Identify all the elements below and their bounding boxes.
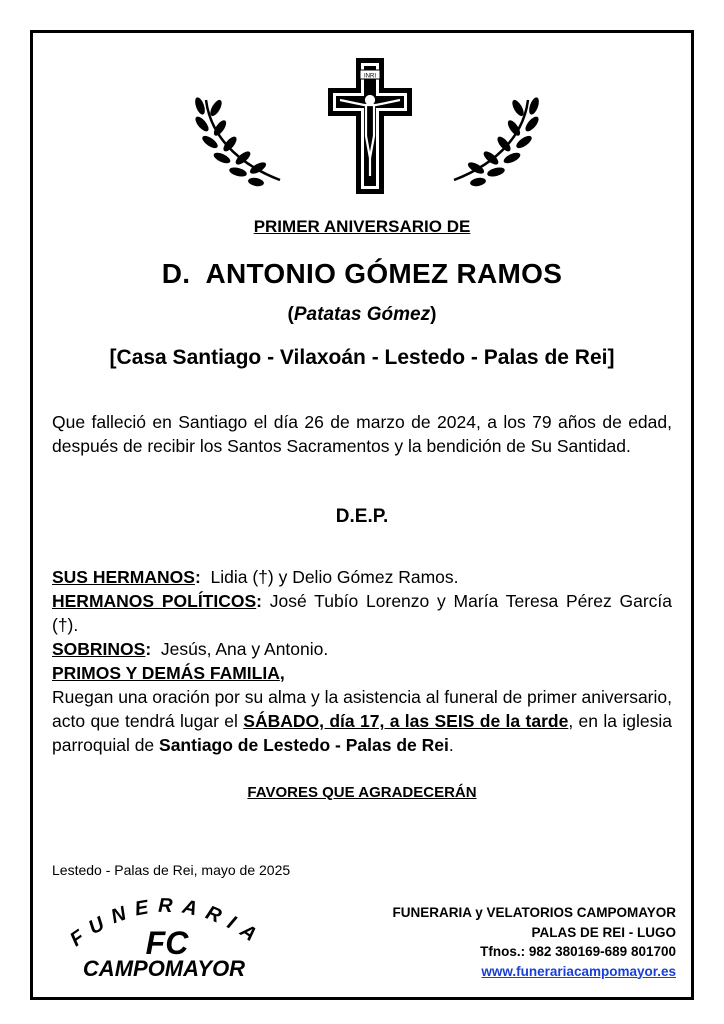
- dep-text: D.E.P.: [335, 506, 389, 527]
- left-laurel-icon: [188, 92, 288, 192]
- location-line: [Casa Santiago - Vilaxoán - Lestedo - Palas de Rei]: [109, 346, 615, 369]
- contact-city: PALAS DE REI - LUGO: [531, 924, 676, 940]
- contact-phones: Tfnos.: 982 380169-689 801700: [480, 944, 676, 959]
- sobrinos-line: SOBRINOS: Jesús, Ana y Antonio.: [52, 639, 329, 659]
- politicos-text: José Tubío Lorenzo y María Teresa Pérez García (†).: [52, 591, 673, 635]
- contact-block: [392, 903, 676, 981]
- right-laurel-icon: [446, 92, 546, 192]
- sobrinos-text: Jesús, Ana y Antonio.: [151, 639, 329, 659]
- nickname: [0, 304, 724, 326]
- logo-monogram: FC: [145, 925, 189, 961]
- request-highlight: SÁBADO, día 17, a las SEIS de la tarde: [243, 711, 569, 731]
- request-part1: Ruegan una oración por su alma y la asistencia al funeral de primer aniversario, acto que tendrá lugar el: [52, 687, 672, 731]
- contact-company: FUNERARIA y VELATORIOS CAMPOMAYOR: [392, 905, 676, 920]
- primos-line: [52, 661, 672, 685]
- nickname-open: (: [287, 304, 294, 325]
- crucifix-icon: [328, 58, 412, 194]
- closing-text: FAVORES QUE AGRADECERÁN: [247, 784, 477, 801]
- primos-label: PRIMOS Y DEMÁS FAMILIA: [52, 663, 280, 683]
- announcement-paragraph: Que falleció en Santiago el día 26 de marzo de 2024, a los 79 años de edad, después de recibir los Santos Sacramentos y la bendición de Su Santidad.: [52, 412, 672, 456]
- family-section: [52, 565, 672, 757]
- request-end: .: [448, 735, 454, 755]
- nickname-text: Patatas Gómez: [293, 304, 431, 325]
- svg-text:INRI: INRI: [364, 73, 376, 80]
- politicos-label: HERMANOS POLÍTICOS: [52, 591, 257, 611]
- place-date: Lestedo - Palas de Rei, mayo de 2025: [52, 862, 291, 878]
- logo-arc-text: FUNERARIA: [66, 894, 268, 952]
- primos-suffix: ,: [279, 663, 285, 683]
- deceased-name: D. ANTONIO GÓMEZ RAMOS: [161, 258, 563, 289]
- request-paragraph: [52, 685, 672, 757]
- logo-brand: CAMPOMAYOR: [82, 956, 246, 981]
- hermanos-label: SUS HERMANOS: [52, 567, 195, 587]
- sobrinos-label: SOBRINOS: [52, 639, 146, 659]
- nickname-close: ): [430, 304, 437, 325]
- funeraria-logo: [52, 890, 282, 982]
- request-part2: , en la iglesia parroquial de: [52, 711, 672, 755]
- request-church: Santiago de Lestedo - Palas de Rei: [159, 735, 449, 755]
- politicos-line: HERMANOS POLÍTICOS: José Tubío Lorenzo y María Teresa Pérez García (†).: [52, 591, 673, 635]
- anniversary-heading: PRIMER ANIVERSARIO DE: [253, 217, 471, 236]
- hermanos-text: Lidia (†) y Delio Gómez Ramos.: [200, 567, 459, 587]
- website-link[interactable]: www.funerariacampomayor.es: [481, 963, 676, 979]
- hermanos-line: SUS HERMANOS: Lidia (†) y Delio Gómez Ramos.: [52, 567, 459, 587]
